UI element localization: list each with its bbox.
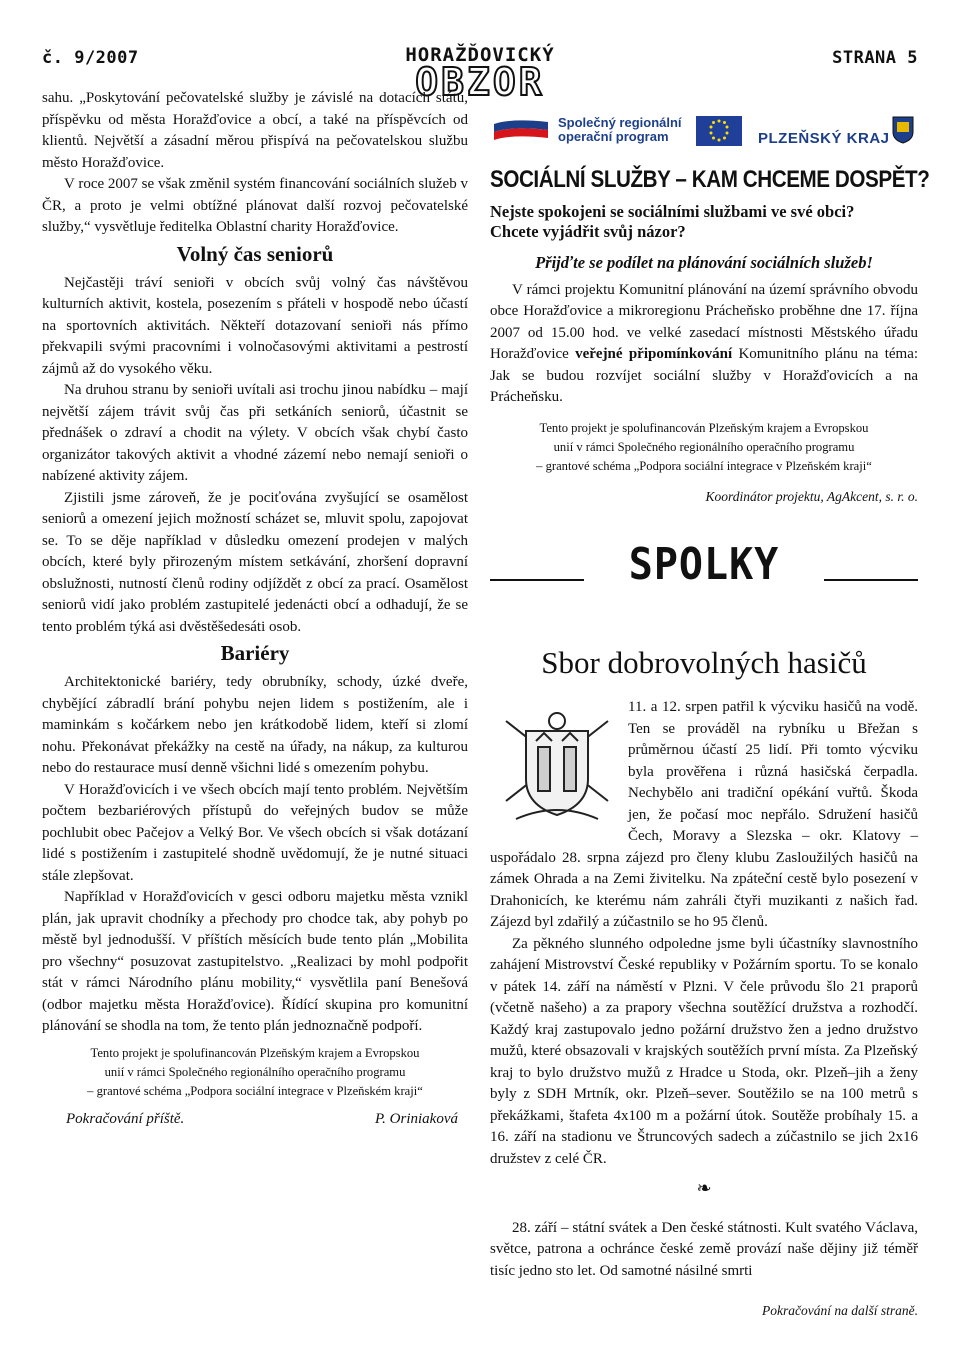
paragraph: 11. a 12. srpen patřil k výcviku hasičů na vodě. Ten se prováděl na rybníku u Břežan s průměrnou účastí 25 lidí. Při tomto výcviku byla prověřena i různá hasičská čerpadla. Nechybělo ani tradiční opékání vuřtů. Škoda jen, že počasí moc nepřálo. Sdružení hasičů Čech, Moravy a Slezska – okr. Klatovy – uspořádalo 28. srpna zájezd pro členy klubu Zasloužilých hasičů na zámek Ohrada a na Zemi živitelku. Na zpáteční cestě bylo posezení v Drahonicích, ke kterému nám zahráli čtyři muzikanti z našich řad. Zájezd byl zdařilý a zúčastnilo se ho 95 členů. xyxy=(490,699,918,930)
paragraph: Na druhou stranu by senioři uvítali asi trochu jinou nabídku – mají největší zájem trávit svůj čas při setkáních seniorů, účastnit se přednášek o zdraví a chodit na výlety. V obcích však chybí často organizátor takových aktivit a vhodné zázemí nebo nemají senioři o nabízené aktivity zájem. xyxy=(42,382,468,484)
banner-rule xyxy=(824,579,918,581)
logo-line: operační program xyxy=(558,129,669,144)
banner-title: SPOLKY xyxy=(628,539,780,591)
funding-note xyxy=(42,1044,468,1101)
masthead-main: OBZOR xyxy=(415,60,545,104)
right-column xyxy=(490,112,930,1322)
paragraph xyxy=(490,280,918,409)
paragraph: sahu. „Poskytování pečovatelské služby je závislé na dotacích státu, příspěvku od města Horažďovice a obcí, a také na příspěvcích od klientů. Největší a zásadní měrou přispívá na pečovatelskou službu město Horažďovice. xyxy=(42,90,468,171)
plzen-region-logo: PLZEŇSKÝ KRAJ xyxy=(758,130,890,147)
page-number: STRANA 5 xyxy=(832,48,918,68)
paragraph: V Horažďovicích i ve všech obcích mají tento problém. Největším počtem bezbariérových přístupů do veřejných budov se může pochlubit obec Pačejov a Velký Bor. Ve všech obcích si však dotázaní lidé s postižením i zastupitelé shodně uvědomují, že je nutné situaci stále zlepšovat. xyxy=(42,781,468,884)
announcement-title: SOCIÁLNÍ SLUŽBY – KAM CHCEME DOSPĚT? xyxy=(490,166,930,193)
author: P. Oriniaková xyxy=(374,1110,458,1127)
invitation: Přijďte se podílet na plánování sociálních služeb! xyxy=(535,253,873,272)
article-title: Sbor dobrovolných hasičů xyxy=(541,645,867,680)
funding-line: Tento projekt je spolufinancován Plzeňským krajem a Evropskou xyxy=(539,420,869,435)
logo-line: Společný regionální xyxy=(558,115,682,130)
ornament-divider-icon: ❧ xyxy=(696,1178,712,1198)
paragraph: Zjistili jsme zároveň, že je pociťována zvyšující se osamělost seniorů a omezení jejich možností scházet se, mluvit spolu, zapojovat se. To se děje například v důsledku omezení prodejen v malých obcích, které byly přirozeným místem setkávání, zhoršení dopravní obslužnosti, nutností členů rodiny odjíždět z obcí za prací. Osamělost seniorů vidí jako problém zastupitelé jedenácti obcí a odhadují, že se tento problém týká asi dvěstěšedesáti osob. xyxy=(42,489,468,635)
question: Nejste spokojeni se sociálními službami ve své obci? xyxy=(490,202,855,221)
highlight: veřejné připomínkování xyxy=(575,346,733,362)
funding-line: Tento projekt je spolufinancován Plzeňským krajem a Evropskou xyxy=(90,1045,420,1060)
funding-line: – grantové schéma „Podpora sociální integrace v Plzeňském kraji“ xyxy=(87,1083,423,1098)
banner-rule xyxy=(490,579,584,581)
czech-flag-logo-icon xyxy=(492,118,550,142)
signature-row xyxy=(42,1109,468,1131)
funding-line: unií v rámci Společného regionálního operačního programu xyxy=(553,439,855,454)
logo-bar xyxy=(490,112,918,152)
continuation-note: Pokračování příště. xyxy=(66,1110,185,1127)
funding-line: unií v rámci Společného regionálního operačního programu xyxy=(104,1064,406,1079)
issue-number: č. 9/2007 xyxy=(42,48,139,68)
section-heading-free-time: Volný čas seniorů xyxy=(176,241,334,266)
paragraph: Například v Horažďovicích v gesci odboru majetku města vznikl plán, jak upravit chodníky a přechody pro chodce tak, aby pohyb po městě byl jednodušší. V příštích měsících bude tento plán „Mobilita pro všechny“ posuzovat zastupitelstvo. „Realizaci by mohl podpořit stát v rámci Národního plánu mobility,“ vysvětlila paní Benešová (odbor majetku města Horažďovice). Řídící skupina pro komunitní plánování se shodla na tom, že tento plán jednoznačně podpoří. xyxy=(42,889,468,1034)
eu-flag-icon xyxy=(696,116,742,146)
funding-line: – grantové schéma „Podpora sociální integrace v Plzeňském kraji“ xyxy=(536,458,872,473)
paragraph: Architektonické bariéry, tedy obrubníky, schody, úzké dveře, chybějící zábradlí brání pohybu nejen lidem s postižením, ale i maminkám s kočárkem nebo jen krátkodobě lidem, kteří si zlomí nohu. Překonávat překážky na cestě na úřady, na nákup, za kulturou nebo do restaurace musí denně všichni lidé s omezením pohybu. xyxy=(42,674,468,776)
coordinator: Koordinátor projektu, AgAkcent, s. r. o. xyxy=(705,488,918,504)
paragraph: Za pěkného slunného odpoledne jsme byli účastníky slavnostního zahájení Mistrovství České republiky v Požárním sportu. To se konalo v pátek 14. září na náměstí v Plzni. V čele průvodu šlo 21 praporů (včetně našeho) a za prapory všechna soutěžící družstva a rozhodčí. Každý kraj zastupovalo jedno požární družstvo žen a jedno družstvo mužů, které obsazovali v krajských soutěžích první místa. Za Plzeňský kraj to bylo družstvo mužů z Hradce u Stoda, okr. Plzeň–jih a ženy byly z SDH Mrtník, okr. Plzeň–sever. Soutěžilo se na 100 metrů s překážkami, štafeta 4x100 m a požární útok. Soutěže probíhaly 15. a 16. září na stadionu ve Štruncových sadech a zúčastnilo se jich 2x16 družstev z celé ČR. xyxy=(490,935,918,1167)
text: Komunitního plánu na téma: Jak se budou rozvíjet sociální služby v Horažďovicích a na Prácheňsku. xyxy=(490,346,919,405)
funding-note xyxy=(490,419,918,476)
paragraph: 28. září – státní svátek a Den české státnosti. Kult svatého Václava, světce, patrona a ochránce české země provází naše dějiny již téměř tisíc jedno sto let. Od samotné násilné smrti xyxy=(490,1219,918,1279)
text: V rámci projektu Komunitní plánování na území správního obvodu obce Horažďovice a mikroregionu Prácheňsko proběhne dne 17. října 2007 od 15.00 hod. ve velké zasedací místnosti Městského úřadu Horažďovice xyxy=(490,281,918,362)
srop-logo-text xyxy=(558,116,682,144)
section-banner-spolky xyxy=(490,539,918,609)
continuation-note: Pokračování na další straně. xyxy=(762,1303,918,1318)
firefighters-emblem-icon xyxy=(496,701,618,827)
question: Chcete vyjádřit svůj názor? xyxy=(490,222,686,241)
paragraph: V roce 2007 se však změnil systém financování sociálních služeb v ČR, a proto je velmi obtížné plánovat další rozvoj pečovatelské služby,“ vysvětluje ředitelka Oblastní charity Horažďovice. xyxy=(42,176,468,235)
coat-of-arms-icon xyxy=(892,116,914,144)
masthead-top: HORAŽĎOVICKÝ xyxy=(405,44,555,66)
paragraph: Nejčastěji tráví senioři v obcích svůj volný čas návštěvou kulturních aktivit, kostela, posezením s přáteli v hospodě nebo účastí na sportovních aktivitách. Někteří dotazovaní senioři nás přímo překvapili svými pracovními i volnočasovými aktivitami a pestrostí zájmů až do vysokého věku. xyxy=(42,274,468,377)
section-heading-barriers: Bariéry xyxy=(220,641,290,665)
left-column xyxy=(42,88,468,1130)
